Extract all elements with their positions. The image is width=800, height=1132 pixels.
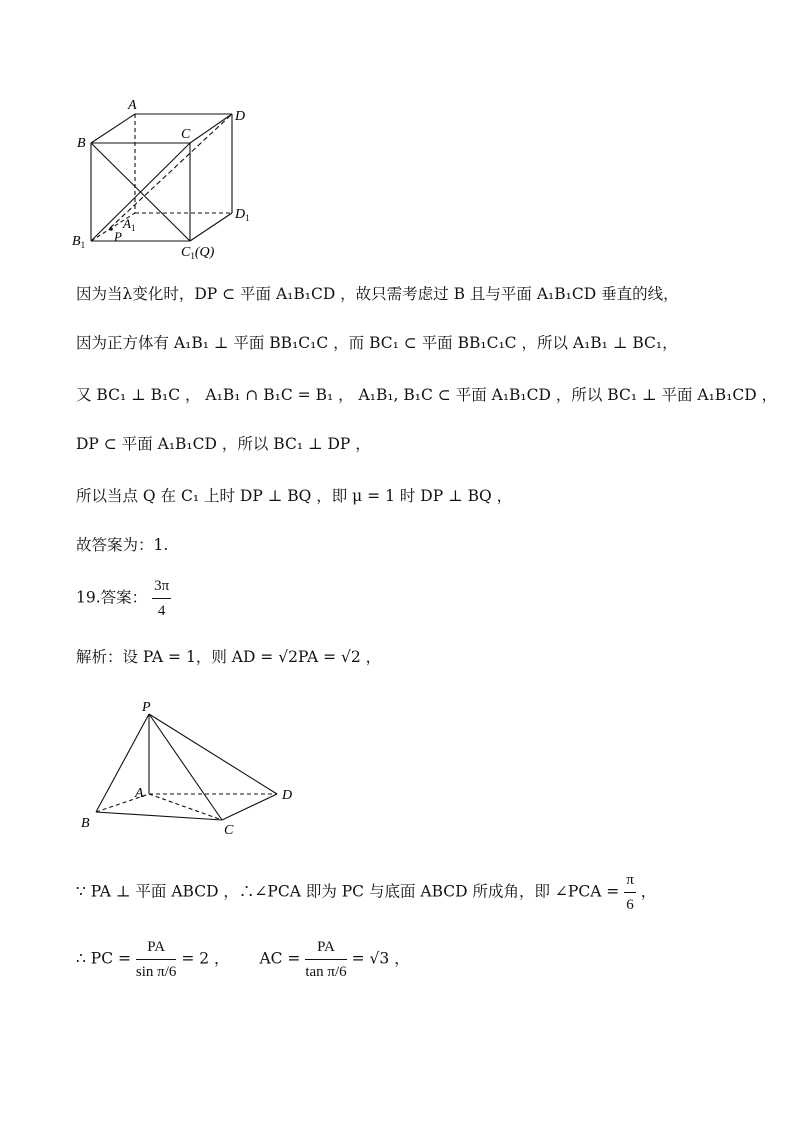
line-6: 故答案为：1. bbox=[76, 536, 169, 554]
pyr-label-a: A bbox=[135, 786, 144, 801]
line-9-end: ， bbox=[640, 882, 657, 901]
pc-result: = 2 ， bbox=[181, 949, 230, 968]
cube-label-p: P bbox=[114, 229, 122, 244]
answer-label: 19.答案： bbox=[76, 588, 148, 607]
line-9 bbox=[76, 868, 656, 917]
line-1: 因为当λ变化时，DP ⊂ 平面 A₁B₁CD ，故只需考虑过 B 且与平面 A₁B₁CD 垂直的线， bbox=[76, 285, 679, 303]
line-5: 所以当点 Q 在 C₁ 上时 DP ⊥ BQ ，即 μ = 1 时 DP ⊥ BQ ， bbox=[76, 487, 513, 505]
pyr-label-b: B bbox=[81, 816, 90, 831]
line-8: 解析：设 PA = 1，则 AD = √2PA = √2 ， bbox=[76, 648, 382, 666]
angle-fraction: $\frac{\pi}{6}$ bbox=[624, 868, 636, 917]
line-4: DP ⊂ 平面 A₁B₁CD ，所以 BC₁ ⊥ DP ， bbox=[76, 435, 371, 453]
cube-label-d: D bbox=[235, 109, 246, 124]
pc-fraction: $\frac{PA}{\text{sin π/6}}$ bbox=[136, 935, 177, 984]
cube-label-a1: $A_1$ bbox=[123, 216, 136, 233]
pyr-label-c: C bbox=[224, 823, 234, 838]
ac-fraction: $\frac{PA}{\text{tan π/6}}$ bbox=[305, 935, 346, 984]
cube-label-c1q: $C_1(Q)$ bbox=[181, 245, 215, 261]
cube-label-a: A bbox=[128, 98, 137, 113]
ac-result: = √3 ， bbox=[351, 949, 410, 968]
ac-label: AC = bbox=[259, 949, 306, 968]
line-3: 又 BC₁ ⊥ B₁C ， A₁B₁ ∩ B₁C = B₁ ， A₁B₁, B₁C ⊂ 平面 A₁B₁CD ，所以 BC₁ ⊥ 平面 A₁B₁CD ， bbox=[76, 386, 778, 404]
pc-label: ∴ PC = bbox=[76, 949, 136, 968]
cube-label-b1: $B_1$ bbox=[72, 234, 86, 250]
point-p bbox=[109, 227, 113, 231]
cube-label-d1: $D_1$ bbox=[235, 207, 250, 223]
line-10 bbox=[76, 935, 410, 984]
cube-label-c: C bbox=[181, 127, 191, 142]
cube-label-b: B bbox=[77, 136, 86, 151]
pyr-label-d: D bbox=[282, 788, 293, 803]
pyr-label-p: P bbox=[142, 700, 151, 715]
line-7 bbox=[76, 574, 171, 623]
line-2: 因为正方体有 A₁B₁ ⊥ 平面 BB₁C₁C ，而 BC₁ ⊂ 平面 BB₁C₁C ，所以 A₁B₁ ⊥ BC₁， bbox=[76, 334, 678, 352]
answer-fraction: $\frac{3\pi}{4}$ bbox=[152, 574, 171, 623]
line-9-main: ∵ PA ⊥ 平面 ABCD ，∴∠PCA 即为 PC 与底面 ABCD 所成角，即 ∠PCA = bbox=[76, 882, 625, 901]
